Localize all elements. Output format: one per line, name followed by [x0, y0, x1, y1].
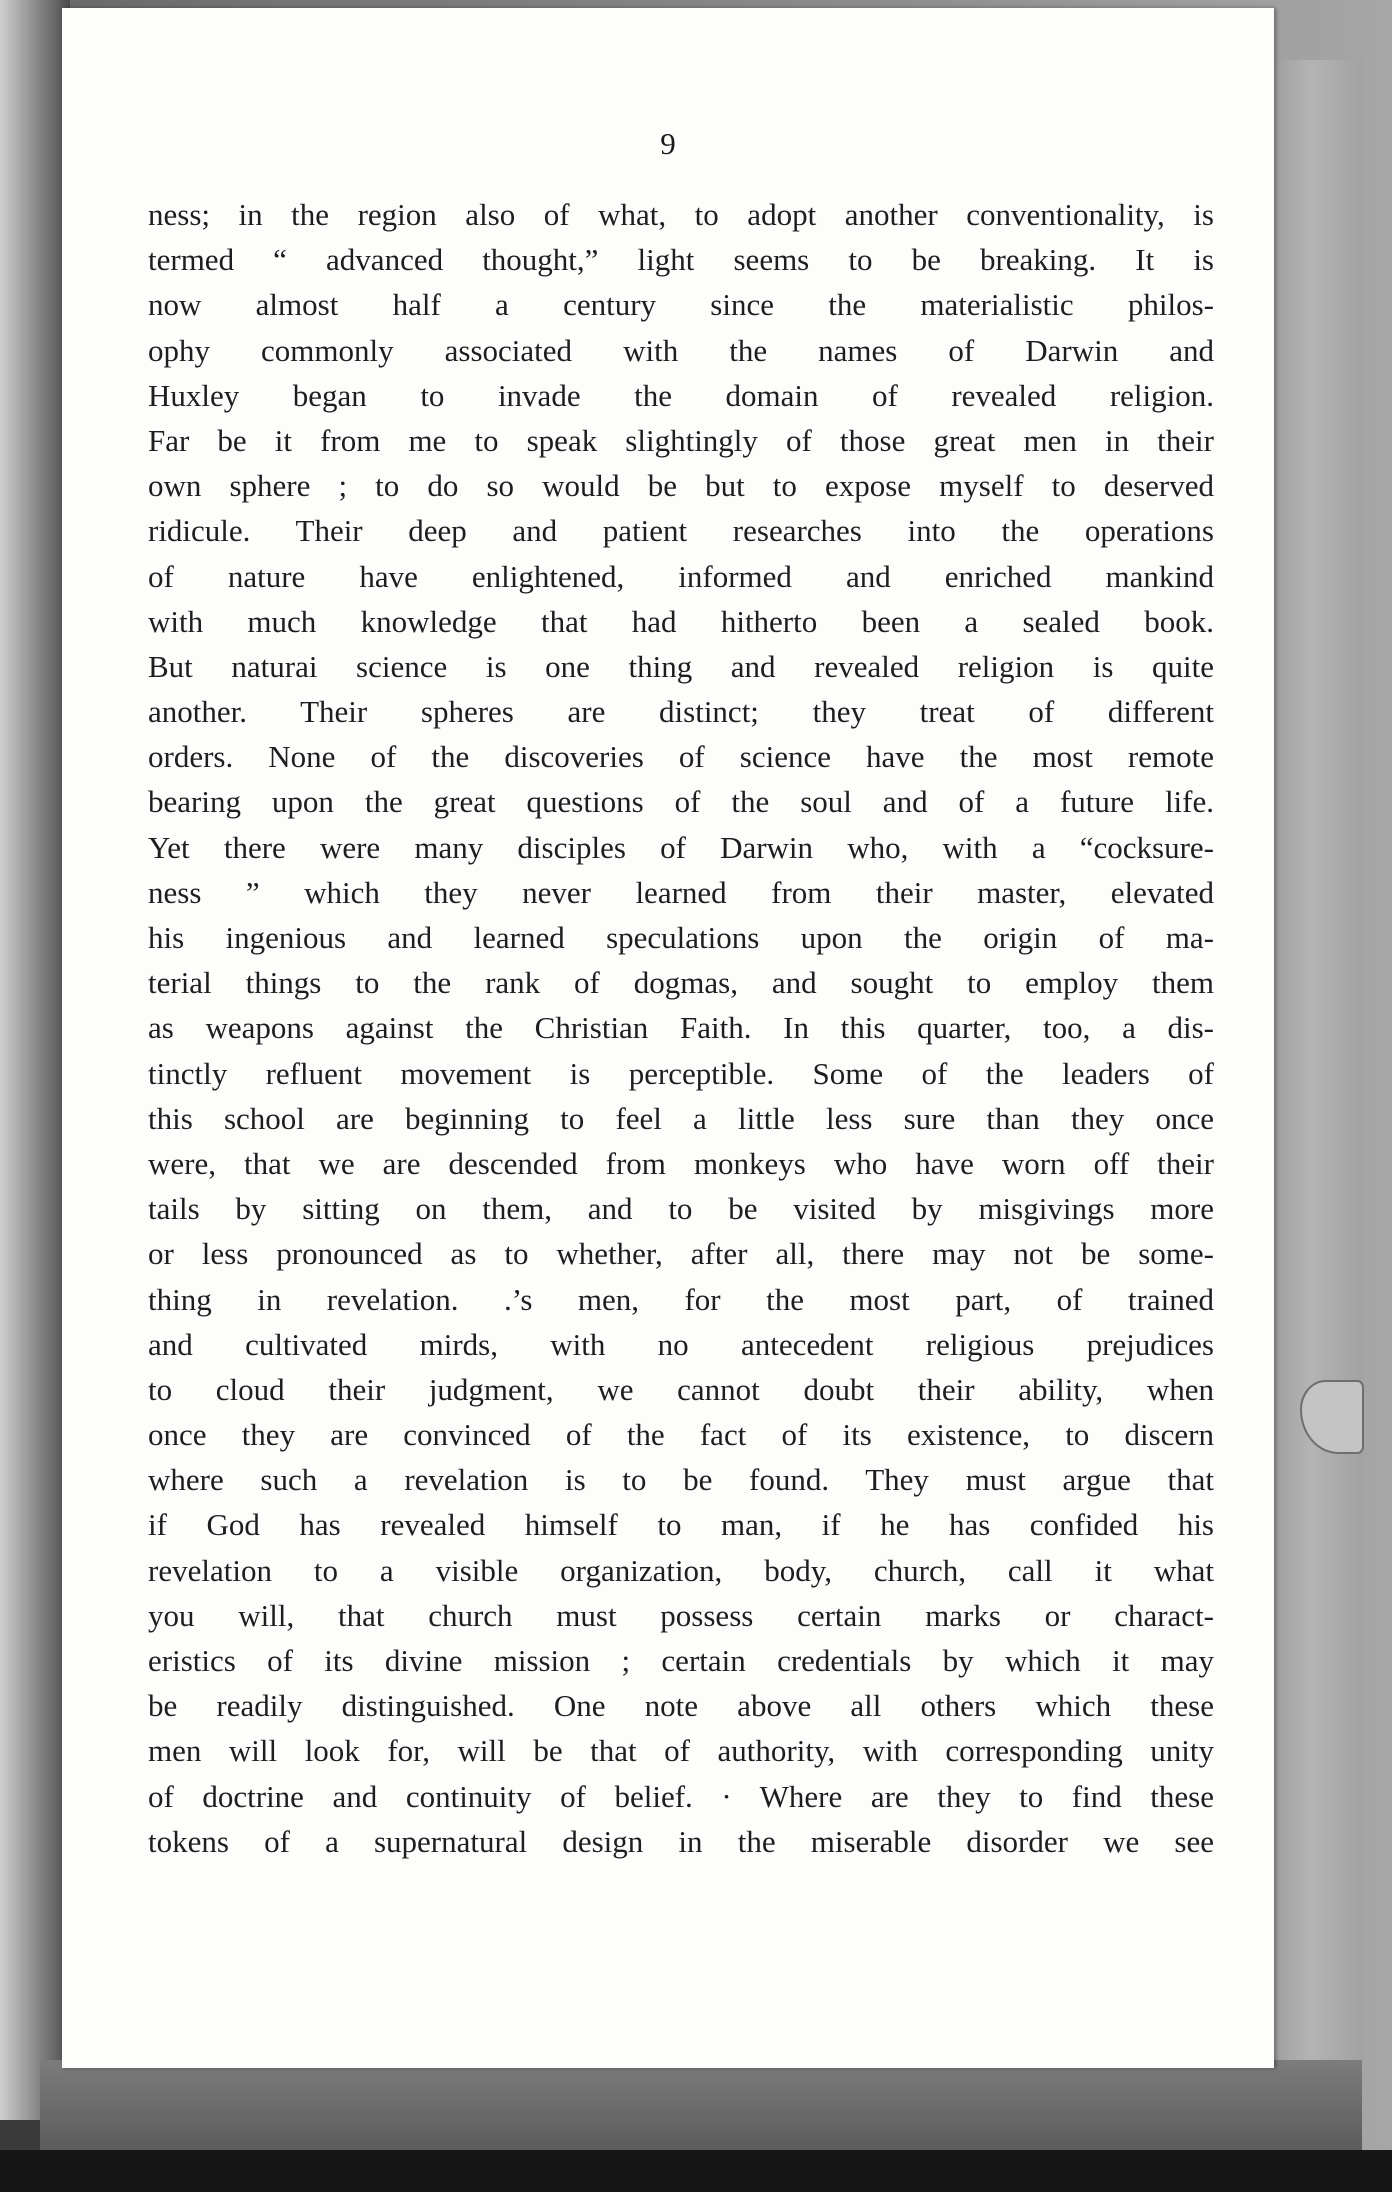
text-line: of doctrine and continuity of belief. · Where are they to find these: [148, 1778, 1214, 1814]
text-line: as weapons against the Christian Faith. In this quarter, too, a dis-: [148, 1010, 1214, 1046]
adjacent-page-edge: [0, 0, 70, 2120]
text-line: terial things to the rank of dogmas, and sought to employ them: [148, 965, 1214, 1001]
right-binding-board: [1262, 60, 1362, 2120]
text-line: ness; in the region also of what, to adopt another conventionality, is: [148, 197, 1214, 232]
bottom-cover-band: [40, 2060, 1362, 2150]
text-line: tinctly refluent movement is perceptible. Some of the leaders of: [148, 1055, 1214, 1091]
text-line: revelation to a visible organization, body, church, call it what: [148, 1552, 1214, 1588]
text-line: termed “ advanced thought,” light seems to be breaking. It is: [148, 242, 1214, 278]
text-line: tokens of a supernatural design in the miserable disorder we see: [148, 1823, 1214, 1859]
text-line: with much knowledge that had hitherto been a sealed book.: [148, 603, 1214, 639]
body-text: [148, 192, 1214, 1864]
text-line: to cloud their judgment, we cannot doubt their ability, when: [148, 1371, 1214, 1407]
page-number: 9: [660, 126, 676, 161]
text-line: another. Their spheres are distinct; they treat of different: [148, 694, 1214, 730]
text-line: ridicule. Their deep and patient researches into the operations: [148, 513, 1214, 549]
text-line: men will look for, will be that of authority, with corresponding unity: [148, 1733, 1214, 1769]
text-line: if God has revealed himself to man, if he has confided his: [148, 1507, 1214, 1543]
text-line: Far be it from me to speak slightingly of those great men in their: [148, 422, 1214, 458]
bottom-dark-area: [0, 2150, 1392, 2192]
text-line: were, that we are descended from monkeys who have worn off their: [148, 1145, 1214, 1181]
text-line: once they are convinced of the fact of its existence, to discern: [148, 1417, 1214, 1453]
text-line: own sphere ; to do so would be but to expose myself to deserved: [148, 468, 1214, 504]
text-line: where such a revelation is to be found. They must argue that: [148, 1462, 1214, 1498]
text-line: Yet there were many disciples of Darwin who, with a “cocksure-: [148, 829, 1214, 865]
text-line: this school are beginning to feel a little less sure than they once: [148, 1100, 1214, 1136]
text-line: eristics of its divine mission ; certain credentials by which it may: [148, 1643, 1214, 1678]
text-line: his ingenious and learned speculations upon the origin of ma-: [148, 920, 1214, 955]
text-line: thing in revelation. .’s men, for the most part, of trained: [148, 1281, 1214, 1317]
text-line: or less pronounced as to whether, after all, there may not be some-: [148, 1236, 1214, 1272]
text-line: now almost half a century since the materialistic philos-: [148, 287, 1214, 323]
text-line: and cultivated mirds, with no antecedent religious prejudices: [148, 1326, 1214, 1362]
text-line: you will, that church must possess certain marks or charact-: [148, 1597, 1214, 1633]
text-line: ness ” which they never learned from their master, elevated: [148, 874, 1214, 910]
text-line: ophy commonly associated with the names of Darwin and: [148, 332, 1214, 368]
text-line: of nature have enlightened, informed and enriched mankind: [148, 558, 1214, 594]
book-page: [62, 8, 1274, 2068]
text-line: Huxley began to invade the domain of revealed religion.: [148, 377, 1214, 413]
text-line: tails by sitting on them, and to be visited by misgivings more: [148, 1191, 1214, 1227]
text-line: be readily distinguished. One note above all others which these: [148, 1688, 1214, 1724]
text-line: orders. None of the discoveries of science have the most remote: [148, 739, 1214, 775]
text-line: But naturai science is one thing and revealed religion is quite: [148, 648, 1214, 684]
text-line: bearing upon the great questions of the soul and of a future life.: [148, 784, 1214, 820]
